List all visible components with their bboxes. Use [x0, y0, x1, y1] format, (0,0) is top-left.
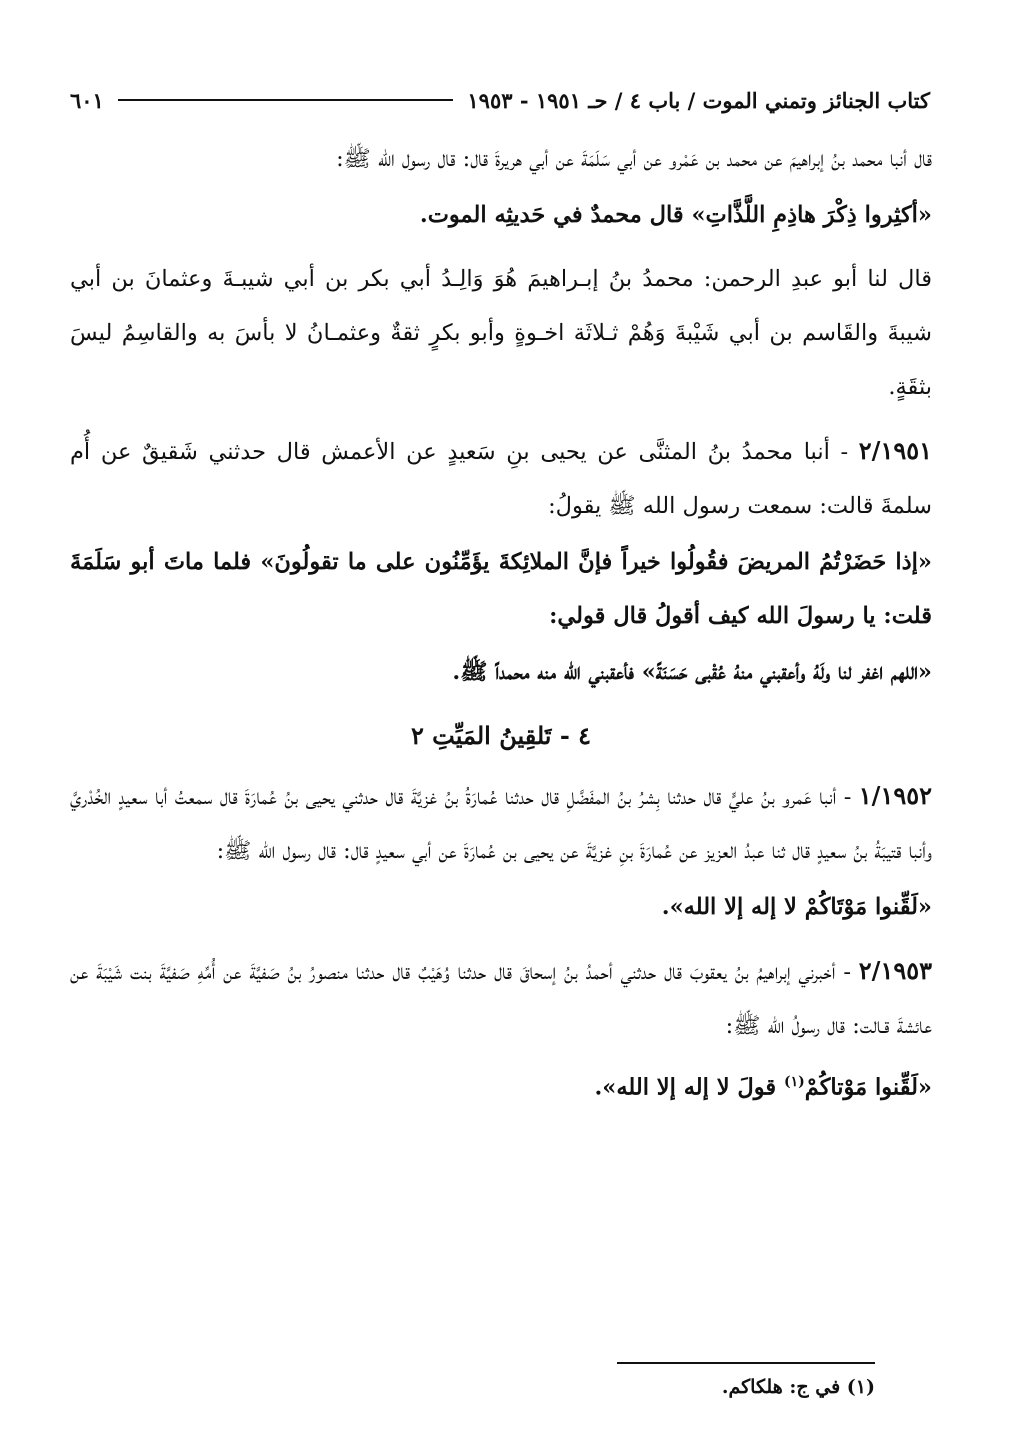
book-chapter-title: كتاب الجنائز وتمني الموت / باب ٤ / حـ ١٩٥١ - ١٩٥٣: [467, 87, 930, 113]
hadith-text: - أخبرني إبراهيمُ بنُ يعقوبَ قال حدثني أحمدُ بنُ إسحاقَ قال حدثنا وُهَيْبٌ قال حدثنا منصورُ بنُ صَفيَّةَ عن أُمِّهِ صَفيَّةَ بنت شَيْبَةَ عن عائشةَ قـالت: قال رسولُ الله ﷺ:: [70, 959, 932, 1039]
hadith-1951-quote: «إذا حَضَرْتُمُ المريضَ فقُولُوا خيراً فإنَّ الملائِكةَ يؤَمِّنُون على ما تقولُونَ» فلما ماتَ أبو سَلَمَةَ قلت: يا رسولَ الله كيف أقولُ قال قولي:: [70, 549, 932, 629]
hadith-number: ١/١٩٥٢: [858, 781, 932, 810]
hadith-number: ٢/١٩٥١: [858, 436, 932, 465]
page-number: ٦٠١: [70, 87, 104, 113]
main-text: [70, 132, 932, 1125]
quote-part: «لَقِّنوا مَوْتاكُمْ: [804, 1074, 932, 1101]
header-rule: [118, 99, 454, 101]
paragraph-chain-intro: قال أنبا محمد بنُ إبراهيمَ عن محمد بن عَمْرو عن أبي سَلَمَةَ عن أبي هريرةَ قال: قال رسول الله ﷺ:: [336, 146, 932, 172]
hadith-number: ٢/١٩٥٣: [858, 956, 932, 985]
footnote-marker: (١): [783, 1074, 805, 1090]
hadith-1951-prayer: «اللهم اغفر لنا ولَهُ وأعقبني منهُ عُقْبى حَسَنَةً» فأعقبني الله منه محمداً ﷺ.: [452, 659, 932, 685]
hadith-1953: [70, 944, 932, 1053]
section-title: ٤ - تَلقِينُ المَيِّتِ ٢: [410, 721, 592, 750]
hadith-1952-quote: «لَقِّنوا مَوْتَاكُمْ لا إله إلا الله».: [661, 894, 932, 920]
quote-part: قولَ لا إله إلا الله».: [594, 1074, 784, 1101]
hadith-quote: «أكثِروا ذِكْرَ هاذِمِ اللَّذَّاتِ» قال محمدٌ في حَديثِه الموت.: [419, 202, 932, 228]
hadith-1953-quote: [70, 1055, 932, 1115]
footnote-rule: [617, 1362, 875, 1364]
hadith-1952: [70, 769, 932, 878]
hadith-1951: [70, 424, 932, 533]
hadith-text: - أنبا عَمرو بنُ عليٍّ قال حدثنا بِشرُ بنُ المفَضَّلِ قال حدثنا عُمارَةُ بنُ غزيَّةَ قال حدثني يحيى بنُ عُمارَةَ قال سمعتُ أبا سعيدٍ الخُدْريَّ وأنبا قتيبَةُ بنُ سعيدٍ قال ثنا عبدُ العزيز عن عُمارَةَ بنِ غزيَّةَ عن يحيى بن عُمارَةَ عن أبي سعيدٍ قال: قال رسول الله ﷺ:: [70, 784, 932, 864]
running-header: [70, 80, 930, 120]
footnote: (١) في ج: هلكاكم.: [721, 1376, 875, 1398]
paragraph-commentary: قال لنا أبو عبدِ الرحمن: محمدُ بنُ إبـراهيمَ هُوَ وَالِـدُ أبي بكر بن أبي شيبـةَ وعثمانَ بن أبي شيبةَ والقَاسم بن أبي شَيْبةَ وَهُمْ ثـلاثَة اخـوةٍ وأبو بكرٍ ثقةٌ وعثمـانُ لا بأسَ به والقاسِمُ ليسَ بثقَةٍ.: [70, 266, 932, 400]
hadith-text: - أنبا محمدُ بنُ المثنَّى عن يحيى بنِ سَعيدٍ عن الأعمش قال حدثني شَقيقٌ عن أُم سلمةَ قالت: سمعت رسول الله ﷺ يقولُ:: [70, 439, 932, 519]
